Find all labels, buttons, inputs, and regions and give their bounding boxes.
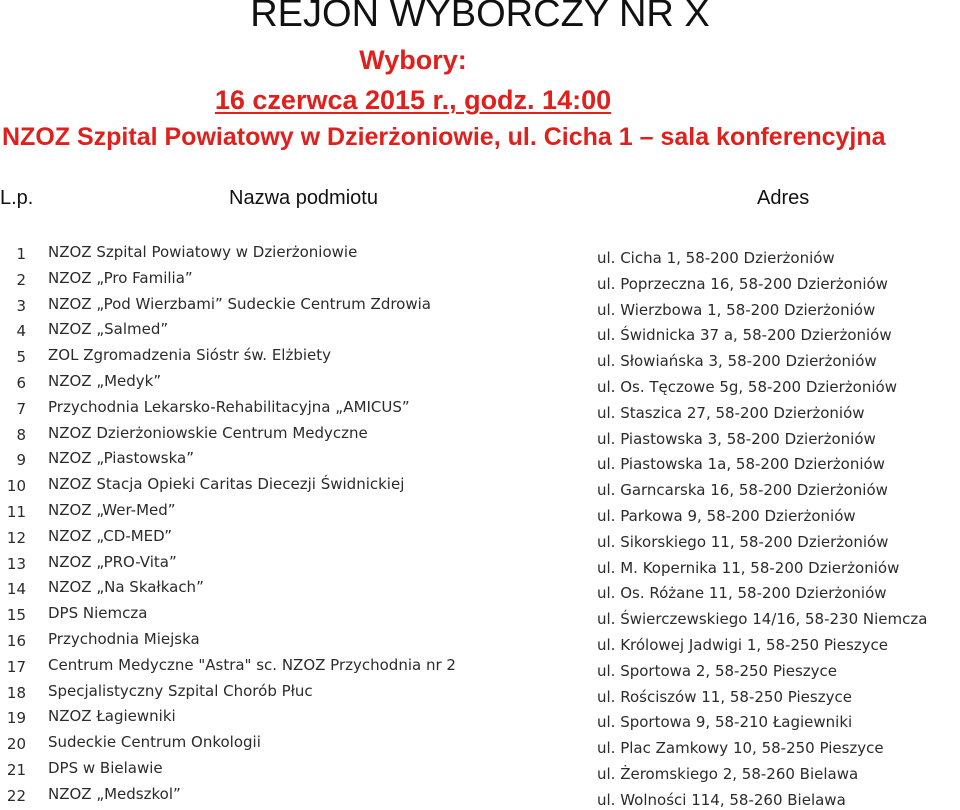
row-number: 18	[6, 683, 26, 702]
row-number: 20	[6, 735, 26, 754]
row-address: ul. Cicha 1, 58-200 Dzierżoniów	[597, 249, 835, 267]
row-address: ul. Sportowa 9, 58-210 Łagiewniki	[597, 713, 853, 732]
row-number: 21	[6, 760, 26, 779]
row-name: NZOZ „CD-MED”	[48, 526, 173, 545]
row-name: DPS Niemcza	[48, 604, 148, 623]
table-row	[0, 474, 960, 500]
row-number: 13	[6, 554, 26, 573]
row-name: NZOZ „Medszkol”	[48, 784, 181, 803]
table-row	[0, 423, 960, 449]
row-number: 7	[16, 399, 26, 418]
row-name: Przychodnia Miejska	[48, 629, 200, 648]
row-name: NZOZ Dzierżoniowskie Centrum Medyczne	[48, 423, 368, 442]
row-name: NZOZ Łagiewniki	[48, 707, 176, 726]
row-number: 10	[6, 477, 26, 496]
table-row	[0, 319, 960, 345]
column-header-lp: L.p.	[0, 187, 34, 209]
entity-list	[0, 242, 960, 810]
table-row	[0, 397, 960, 423]
row-address: ul. Królowej Jadwigi 1, 58-250 Pieszyce	[597, 635, 888, 654]
row-address: ul. Wolności 114, 58-260 Bielawa	[597, 790, 846, 809]
row-address: ul. Świdnicka 37 a, 58-200 Dzierżoniów	[597, 326, 892, 345]
table-row	[0, 242, 960, 268]
election-venue: NZOZ Szpital Powiatowy w Dzierżoniowie, ul. Cicha 1 – sala konferencyjna	[2, 123, 886, 151]
table-row	[0, 784, 960, 810]
table-row	[0, 629, 960, 655]
row-name: Sudeckie Centrum Onkologii	[48, 733, 261, 752]
row-name: NZOZ „Pro Familia”	[48, 268, 193, 287]
row-address: ul. Sikorskiego 11, 58-200 Dzierżoniów	[597, 532, 889, 551]
row-name: Centrum Medyczne "Astra" sc. NZOZ Przychodnia nr 2	[48, 655, 456, 674]
row-address: ul. Żeromskiego 2, 58-260 Bielawa	[597, 764, 859, 783]
row-address: ul. M. Kopernika 11, 58-200 Dzierżoniów	[597, 558, 900, 577]
row-number: 16	[6, 631, 26, 650]
row-name: NZOZ „PRO-Vita”	[48, 552, 177, 571]
row-number: 15	[6, 606, 26, 625]
row-name: NZOZ „Na Skałkach”	[48, 578, 204, 597]
row-address: ul. Sportowa 2, 58-250 Pieszyce	[597, 661, 838, 680]
table-row	[0, 706, 960, 732]
row-name: NZOZ Szpital Powiatowy w Dzierżoniowie	[48, 243, 358, 261]
row-number: 8	[16, 425, 26, 444]
row-name: NZOZ „Salmed”	[48, 320, 169, 339]
column-header-name: Nazwa podmiotu	[229, 187, 378, 209]
row-number: 11	[6, 502, 26, 521]
row-address: ul. Piastowska 3, 58-200 Dzierżoniów	[597, 429, 876, 448]
row-address: ul. Poprzeczna 16, 58-200 Dzierżoniów	[597, 274, 888, 293]
row-address: ul. Świerczewskiego 14/16, 58-230 Niemcza	[597, 610, 928, 629]
row-address: ul. Garncarska 16, 58-200 Dzierżoniów	[597, 481, 888, 500]
row-name: NZOZ „Medyk”	[48, 371, 162, 390]
table-row	[0, 500, 960, 526]
row-number: 19	[6, 709, 26, 728]
row-name: DPS w Bielawie	[48, 758, 163, 777]
table-row	[0, 268, 960, 294]
election-date: 16 czerwca 2015 r., godz. 14:00	[214, 85, 612, 115]
table-row	[0, 448, 960, 474]
page-title: REJON WYBORCZY NR X	[250, 0, 710, 35]
row-name: Przychodnia Lekarsko-Rehabilitacyjna „AMICUS”	[48, 397, 410, 416]
table-row	[0, 294, 960, 320]
row-address: ul. Parkowa 9, 58-200 Dzierżoniów	[597, 506, 856, 525]
row-number: 17	[6, 657, 26, 676]
table-row	[0, 577, 960, 603]
table-row	[0, 526, 960, 552]
row-address: ul. Słowiańska 3, 58-200 Dzierżoniów	[597, 352, 877, 371]
row-number: 22	[6, 786, 26, 805]
row-number: 4	[16, 322, 26, 341]
table-row	[0, 655, 960, 681]
table-row	[0, 371, 960, 397]
row-address: ul. Staszica 27, 58-200 Dzierżoniów	[597, 403, 865, 422]
row-address: ul. Wierzbowa 1, 58-200 Dzierżoniów	[597, 300, 876, 319]
row-number: 5	[16, 348, 26, 367]
row-name: NZOZ „Pod Wierzbami” Sudeckie Centrum Zdrowia	[48, 294, 431, 313]
row-name: NZOZ „Piastowska”	[48, 449, 195, 468]
election-subtitle: Wybory:	[359, 45, 467, 75]
table-row	[0, 345, 960, 371]
table-row	[0, 681, 960, 707]
row-number: 1	[16, 245, 26, 263]
row-number: 2	[16, 270, 26, 289]
row-number: 14	[6, 580, 26, 599]
column-header-address: Adres	[757, 187, 810, 209]
row-name: NZOZ „Wer-Med”	[48, 500, 176, 519]
table-row	[0, 552, 960, 578]
row-number: 3	[16, 296, 26, 315]
table-row	[0, 603, 960, 629]
row-name: ZOL Zgromadzenia Sióstr św. Elżbiety	[48, 346, 332, 365]
table-row	[0, 758, 960, 784]
row-name: Specjalistyczny Szpital Chorób Płuc	[48, 681, 313, 700]
row-number: 6	[16, 373, 26, 392]
row-number: 12	[6, 528, 26, 547]
row-name: NZOZ Stacja Opieki Caritas Diecezji Świdnickiej	[48, 475, 405, 494]
row-number: 9	[16, 451, 26, 470]
row-address: ul. Piastowska 1a, 58-200 Dzierżoniów	[597, 455, 885, 474]
table-row	[0, 732, 960, 758]
row-address: ul. Os. Różane 11, 58-200 Dzierżoniów	[597, 584, 887, 603]
row-address: ul. Plac Zamkowy 10, 58-250 Pieszyce	[597, 739, 884, 758]
row-address: ul. Rościszów 11, 58-250 Pieszyce	[597, 687, 852, 706]
row-address: ul. Os. Tęczowe 5g, 58-200 Dzierżoniów	[597, 377, 897, 396]
